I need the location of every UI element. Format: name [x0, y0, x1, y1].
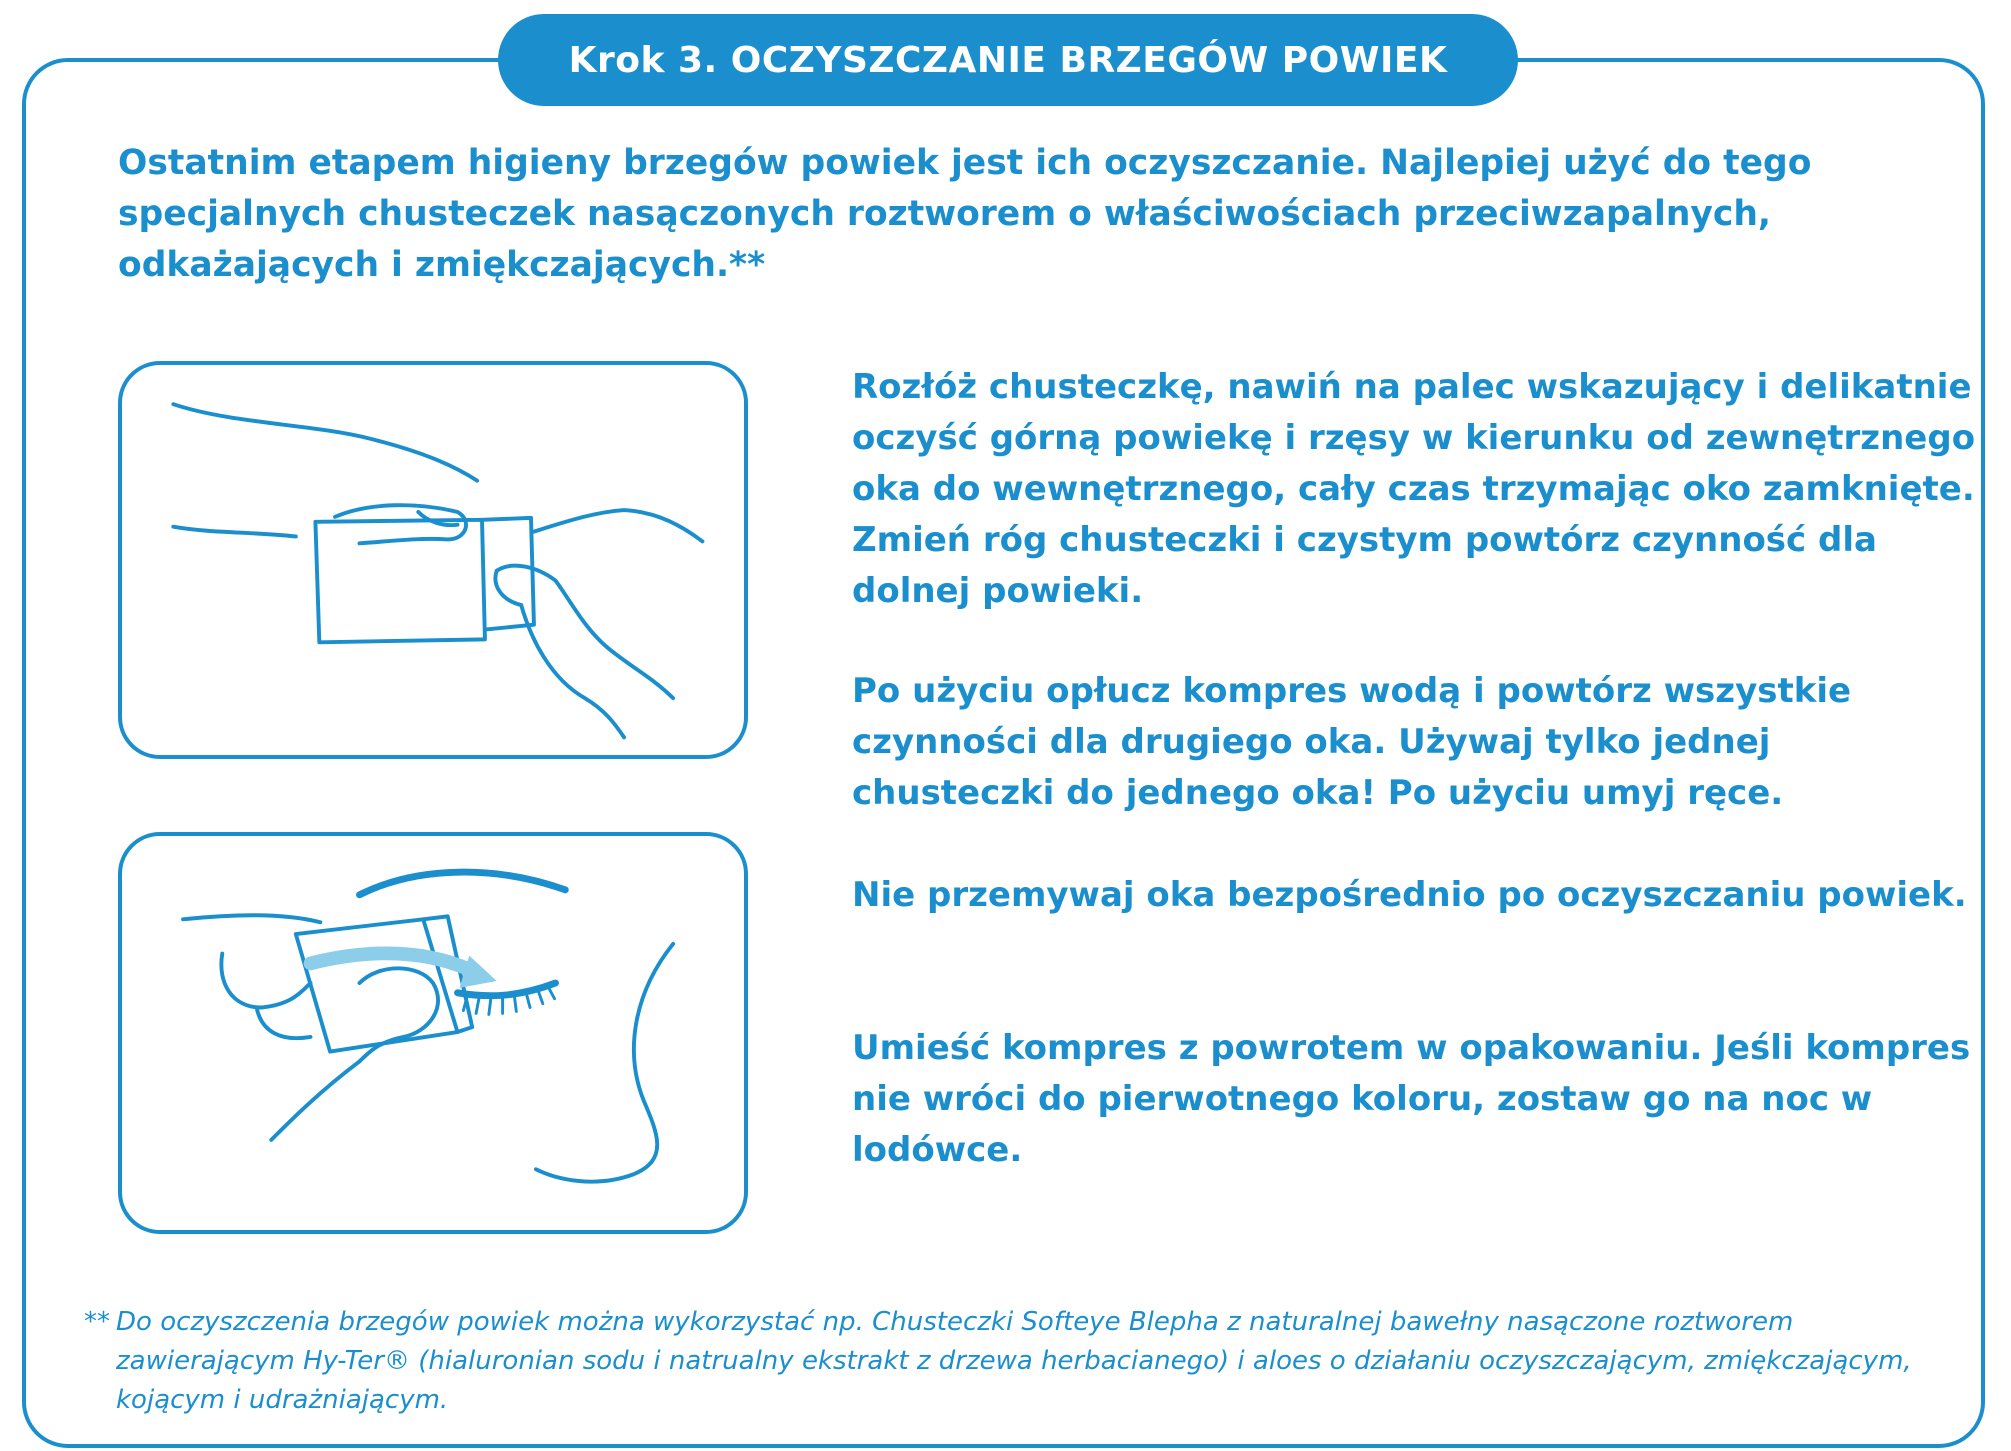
eyelid-wipe-icon: [122, 836, 744, 1230]
eyelid-cleaning-illustration: [118, 832, 748, 1234]
unfold-wipe-illustration: [118, 361, 748, 759]
instruction-store-compress: Umieść kompres z powrotem w opakowaniu. Jeśli kompres nie wróci do pierwotnego koloru, zostaw go na noc w lodówce.: [852, 1028, 1971, 1170]
footnote-mark: **: [84, 1307, 110, 1337]
hands-holding-wipe-icon: [122, 365, 744, 755]
instruction-do-not-rinse-eye: Nie przemywaj oka bezpośrednio po oczyszczaniu powiek.: [852, 875, 1967, 915]
instruction-unfold-wipe: Rozłóż chusteczkę, nawiń na palec wskazujący i delikatnie oczyść górną powiekę i rzęsy w kierunku od zewnętrznego oka do wewnętrznego, cały czas trzymając oko zamknięte. Zmień róg chusteczki i czystym powtórz czynność dla dolnej powieki.: [852, 367, 1976, 611]
footnote: [84, 1303, 1964, 1420]
step-title: Krok 3. OCZYSZCZANIE BRZEGÓW POWIEK: [498, 14, 1518, 106]
intro-paragraph: Ostatnim etapem higieny brzegów powiek jest ich oczyszczanie. Najlepiej użyć do tego specjalnych chusteczek nasączonych roztworem o właściwościach przeciwzapalnych, odkażających i zmiękczających.**: [118, 143, 1812, 285]
footnote-text: Do oczyszczenia brzegów powiek można wykorzystać np. Chusteczki Softeye Blepha z naturalnej bawełny nasączone roztworem zawierającym Hy-Ter® (hialuronian sodu i natrualny ekstrakt z drzewa herbacianego) i aloes o działaniu oczyszczającym, zmiękczającym, kojącym i udrażniającym.: [116, 1307, 1912, 1415]
instruction-rinse-compress: Po użyciu opłucz kompres wodą i powtórz wszystkie czynności dla drugiego oka. Używaj tylko jednej chusteczki do jednego oka! Po użyciu umyj ręce.: [852, 671, 1852, 813]
